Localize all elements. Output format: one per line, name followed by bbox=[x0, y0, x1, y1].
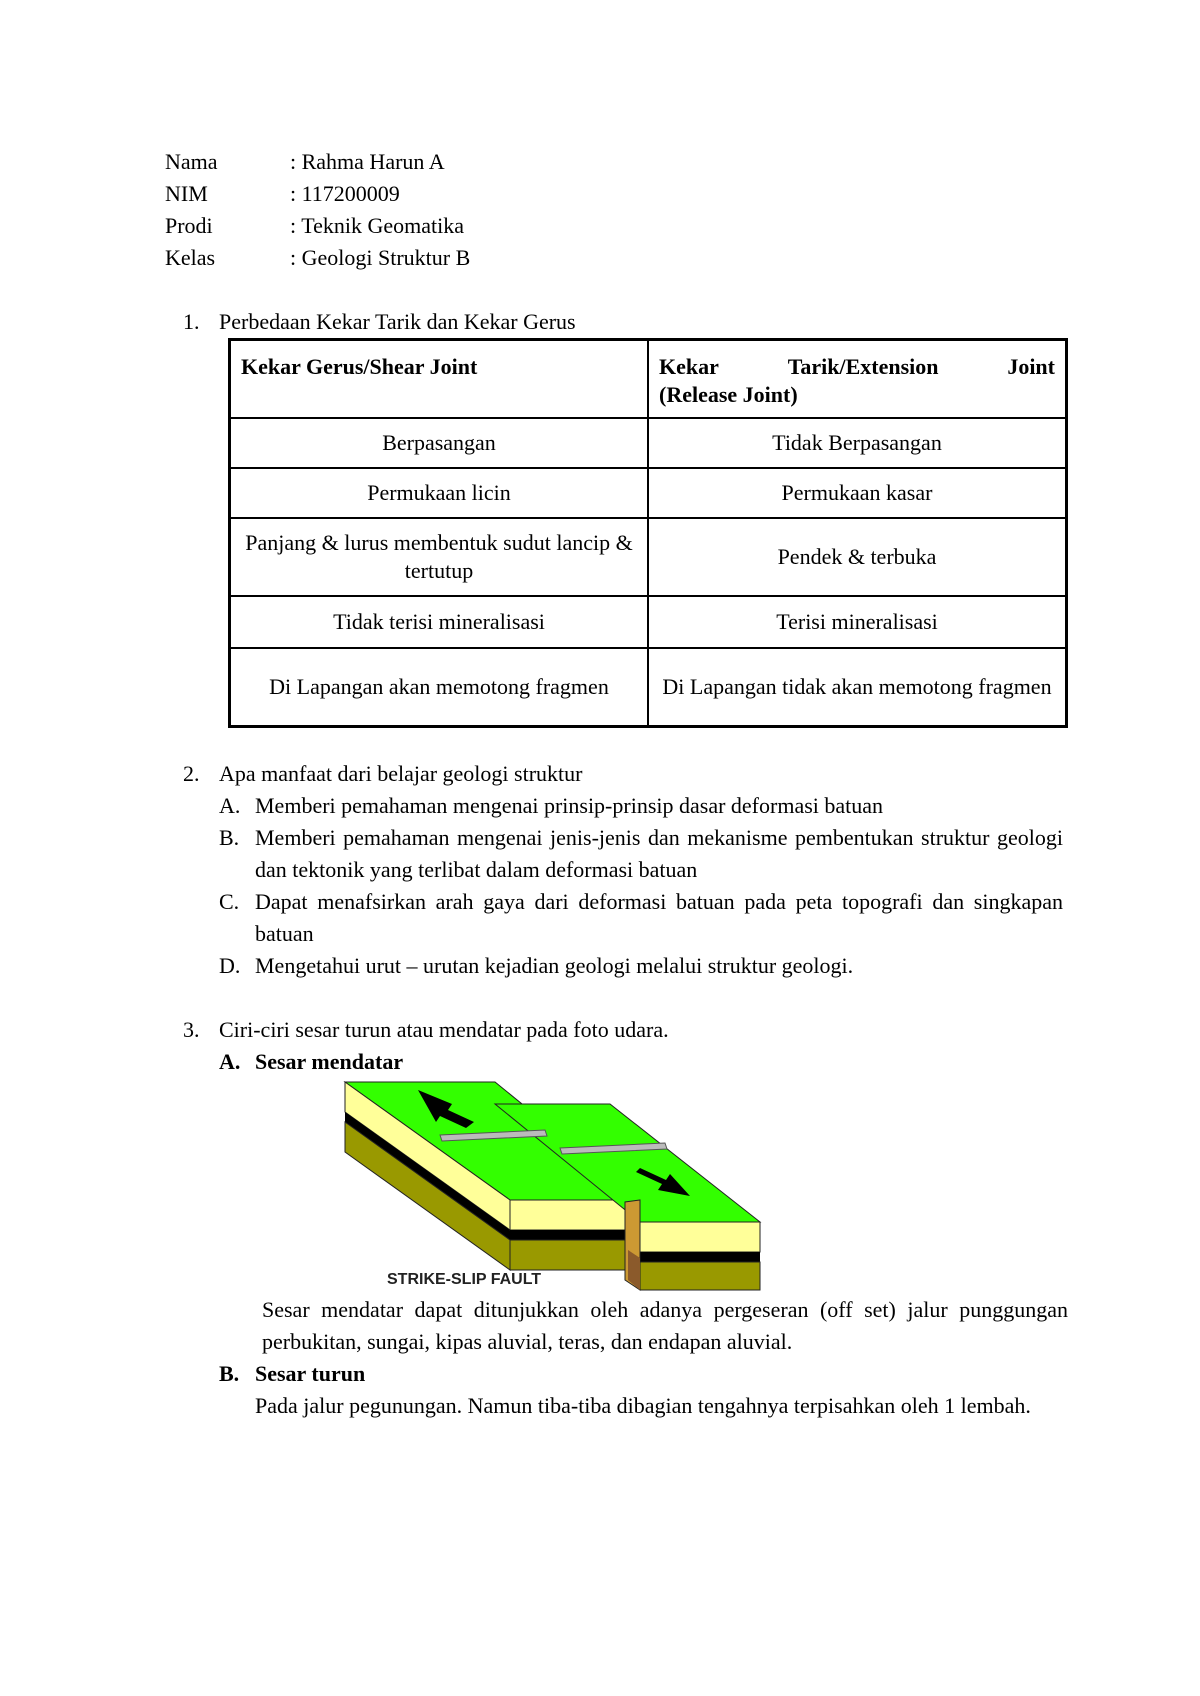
info-value: : 117200009 bbox=[290, 181, 400, 206]
list-letter: C. bbox=[219, 889, 240, 914]
section-b-heading bbox=[219, 1358, 1063, 1390]
table-cell: Permukaan licin bbox=[230, 468, 649, 518]
table-header-right bbox=[648, 340, 1067, 419]
table-cell: Di Lapangan akan memotong fragmen bbox=[230, 648, 649, 726]
table-header-left bbox=[230, 340, 649, 419]
info-row-prodi bbox=[165, 210, 470, 242]
table-cell: Di Lapangan tidak akan memotong fragmen bbox=[648, 648, 1067, 726]
table-cell: Pendek & terbuka bbox=[648, 518, 1067, 596]
table-row bbox=[230, 418, 1067, 468]
section-title: Sesar mendatar bbox=[255, 1049, 404, 1074]
list-item-text: Memberi pemahaman mengenai prinsip-prinsip dasar deformasi batuan bbox=[255, 793, 884, 818]
header-right-line2: (Release Joint) bbox=[659, 382, 798, 407]
list-item-text: Memberi pemahaman mengenai jenis-jenis dan mekanisme pembentukan struktur geologi dan tektonik yang terlibat dalam deformasi batuan bbox=[255, 825, 1063, 882]
table-header-row bbox=[230, 340, 1067, 419]
section-title: Sesar turun bbox=[255, 1361, 366, 1386]
list-item bbox=[219, 790, 1063, 822]
list-item bbox=[219, 886, 1063, 950]
question-number: 3. bbox=[183, 1017, 200, 1042]
section-a-paragraph: Sesar mendatar dapat ditunjukkan oleh adanya pergeseran (off set) jalur punggungan perbukitan, sungai, kipas aluvial, teras, dan endapan aluvial. bbox=[262, 1297, 1068, 1354]
comparison-table bbox=[228, 338, 1068, 728]
section-b-paragraph: Pada jalur pegunungan. Namun tiba-tiba dibagian tengahnya terpisahkan oleh 1 lembah. bbox=[255, 1393, 1031, 1418]
header-right-line1 bbox=[659, 353, 1055, 381]
table-cell: Terisi mineralisasi bbox=[648, 596, 1067, 648]
table-cell: Tidak terisi mineralisasi bbox=[230, 596, 649, 648]
table-row bbox=[230, 648, 1067, 726]
info-label: NIM bbox=[165, 181, 208, 206]
question-text: Perbedaan Kekar Tarik dan Kekar Gerus bbox=[219, 309, 576, 334]
question-text: Apa manfaat dari belajar geologi struktur bbox=[219, 761, 583, 786]
info-value: : Geologi Struktur B bbox=[290, 245, 471, 270]
info-value: : Rahma Harun A bbox=[290, 149, 445, 174]
question-number: 1. bbox=[183, 309, 200, 334]
table-cell: Permukaan kasar bbox=[648, 468, 1067, 518]
section-letter: A. bbox=[219, 1049, 241, 1074]
list-item bbox=[219, 950, 1063, 982]
list-letter: B. bbox=[219, 825, 240, 850]
list-item-text: Mengetahui urut – urutan kejadian geologi melalui struktur geologi. bbox=[255, 953, 854, 978]
table-row bbox=[230, 468, 1067, 518]
info-row-nama bbox=[165, 146, 470, 178]
info-row-nim bbox=[165, 178, 470, 210]
list-letter: D. bbox=[219, 953, 241, 978]
strike-slip-fault-diagram bbox=[340, 1080, 800, 1300]
student-info bbox=[165, 146, 470, 274]
info-label: Kelas bbox=[165, 245, 216, 270]
table-row bbox=[230, 518, 1067, 596]
question-number: 2. bbox=[183, 761, 200, 786]
question-text: Ciri-ciri sesar turun atau mendatar pada foto udara. bbox=[219, 1017, 669, 1042]
list-letter: A. bbox=[219, 793, 241, 818]
table-cell: Berpasangan bbox=[230, 418, 649, 468]
info-label: Prodi bbox=[165, 213, 213, 238]
section-a-heading bbox=[219, 1046, 1063, 1078]
header-right-word: Joint bbox=[1007, 354, 1055, 379]
info-value: : Teknik Geomatika bbox=[290, 213, 465, 238]
table-cell: Panjang & lurus membentuk sudut lancip & tertutup bbox=[230, 518, 649, 596]
list-item-text: Dapat menafsirkan arah gaya dari deformasi batuan pada peta topografi dan singkapan batuan bbox=[255, 889, 1063, 946]
header-right-word: Tarik/Extension bbox=[787, 354, 939, 379]
list-item bbox=[219, 822, 1063, 886]
table-cell: Tidak Berpasangan bbox=[648, 418, 1067, 468]
figure-caption: STRIKE-SLIP FAULT bbox=[387, 1271, 542, 1288]
info-row-kelas bbox=[165, 242, 470, 274]
header-right-word: Kekar bbox=[659, 354, 719, 379]
section-letter: B. bbox=[219, 1361, 240, 1386]
info-label: Nama bbox=[165, 149, 218, 174]
benefits-list bbox=[219, 790, 1063, 982]
table-row bbox=[230, 596, 1067, 648]
header-left-text: Kekar Gerus/Shear Joint bbox=[241, 354, 478, 379]
